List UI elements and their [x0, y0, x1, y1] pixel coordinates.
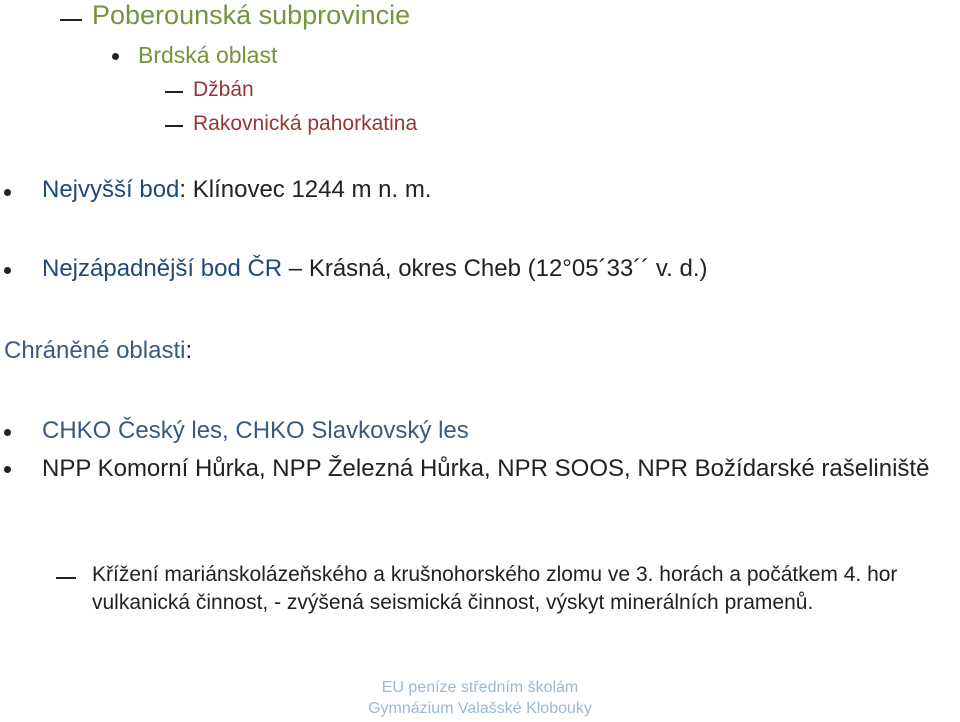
subprovince-title: Poberounská subprovincie [92, 0, 411, 30]
fact-value: Klínovec 1244 m n. m. [192, 176, 432, 203]
heading-text: Chráněné oblasti [4, 337, 186, 364]
fact-separator: : [179, 176, 187, 203]
dash-icon [165, 125, 183, 127]
geology-note: Křížení mariánskolázeňského a krušnohorského zlomu ve 3. horách a počátkem 4. hor vulkanická činnost, - zvýšená seismická činnost, výskyt minerálních pramenů. [92, 563, 898, 614]
bullet-icon [4, 267, 11, 274]
bullet-icon [112, 53, 119, 60]
fact-label: Nejvyšší bod [42, 176, 180, 203]
fact-value: Krásná, okres Cheb (12°05´33´´ v. d.) [308, 255, 708, 282]
dash-icon [56, 577, 76, 579]
protected-heading [4, 337, 192, 365]
bullet-icon [4, 466, 11, 473]
footer-line: Gymnázium Valašské Klobouky [368, 700, 592, 717]
protected-item: NPP Komorní Hůrka, NPP Železná Hůrka, NPR SOOS, NPR Božídarské rašeliniště [42, 455, 930, 482]
dash-icon [165, 91, 183, 93]
fact-separator: – [282, 255, 309, 282]
heading-colon: : [185, 337, 193, 364]
footer-line: EU peníze středním školám [381, 679, 579, 696]
dash-icon [60, 19, 82, 21]
protected-item: CHKO Český les, CHKO Slavkovský les [42, 417, 469, 444]
bullet-icon [4, 189, 11, 196]
westernmost-point [42, 255, 708, 283]
bullet-icon [4, 429, 11, 436]
highest-point [42, 176, 432, 204]
region-label: Brdská oblast [138, 42, 278, 68]
unit-item: Džbán [193, 78, 254, 101]
unit-item: Rakovnická pahorkatina [193, 112, 418, 135]
fact-label: Nejzápadnější bod ČR [42, 255, 283, 282]
